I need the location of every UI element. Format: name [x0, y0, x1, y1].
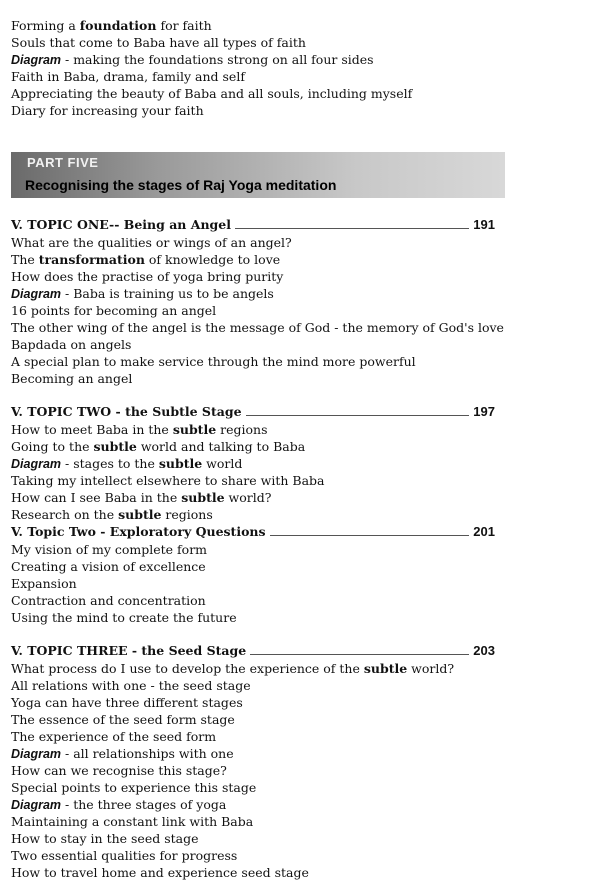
leader-line [270, 534, 470, 536]
toc-entry [11, 286, 274, 302]
entry-text: How to stay in the seed stage [11, 831, 199, 846]
entry-text: The essence of the seed form stage [11, 712, 235, 727]
toc-entry [11, 269, 283, 285]
toc-entry [11, 763, 227, 779]
entry-text: Yoga can have three different stages [11, 695, 243, 710]
entry-text: The experience of the seed form [11, 729, 217, 744]
toc-entry [11, 422, 268, 438]
entry-text: - all relationships with one [61, 746, 234, 761]
page-number: 191 [473, 217, 495, 232]
toc-entry [11, 371, 132, 387]
toc-entry [11, 661, 454, 677]
toc-entry [11, 354, 416, 370]
topic-two-heading [11, 404, 495, 420]
toc-entry [11, 729, 216, 745]
toc-entry [11, 439, 305, 455]
entry-text: How to meet Baba in the [11, 422, 173, 437]
diagram-label: Diagram [11, 747, 62, 761]
toc-entry [11, 831, 199, 847]
toc-entry [11, 780, 256, 796]
bold-term: subtle [172, 422, 217, 437]
entry-text: A special plan to make service through the mind more powerful [11, 354, 416, 369]
toc-entry [11, 814, 253, 830]
topic-three-heading [11, 643, 495, 659]
entry-text: The other wing of the angel is the message of God - the memory of God's love [11, 320, 504, 335]
toc-entry [11, 576, 77, 592]
entry-text: What process do I use to develop the experience of the [11, 661, 364, 676]
entry-text: Souls that come to Baba have all types of faith [11, 35, 306, 50]
entry-text: world and talking to Baba [136, 439, 306, 454]
entry-text: What are the qualities or wings of an angel? [11, 235, 292, 250]
entry-text: How can I see Baba in the [11, 490, 182, 505]
diagram-label: Diagram [11, 798, 62, 812]
toc-entry [11, 712, 235, 728]
entry-text: - making the foundations strong on all four sides [61, 52, 374, 67]
entry-text: Contraction and concentration [11, 593, 206, 608]
toc-entry [11, 320, 504, 336]
toc-entry [11, 456, 242, 472]
topic-title: V. TOPIC THREE - the Seed Stage [11, 643, 247, 658]
diagram-label: Diagram [11, 457, 62, 471]
toc-entry [11, 18, 212, 34]
topic-title: V. TOPIC TWO - the Subtle Stage [11, 404, 242, 419]
toc-entry [11, 865, 309, 881]
entry-text: Taking my intellect elsewhere to share with Baba [11, 473, 325, 488]
topic-two-questions-heading [11, 524, 495, 540]
entry-text: - stages to the [61, 456, 159, 471]
topic-title: V. Topic Two - Exploratory Questions [11, 524, 266, 539]
toc-entry [11, 542, 207, 558]
entry-text: Forming a [11, 18, 80, 33]
toc-entry [11, 86, 412, 102]
toc-entry [11, 678, 251, 694]
diagram-label: Diagram [11, 53, 62, 67]
entry-text: - Baba is training us to be angels [61, 286, 274, 301]
entry-text: of knowledge to love [144, 252, 281, 267]
entry-text: How to travel home and experience seed stage [11, 865, 309, 880]
entry-text: Going to the [11, 439, 94, 454]
entry-text: Special points to experience this stage [11, 780, 257, 795]
toc-entry [11, 695, 243, 711]
bold-term: foundation [79, 18, 157, 33]
entry-text: How does the practise of yoga bring purity [11, 269, 284, 284]
toc-entry [11, 103, 204, 119]
entry-text: My vision of my complete form [11, 542, 208, 557]
toc-entry [11, 52, 374, 68]
entry-text: How can we recognise this stage? [11, 763, 227, 778]
toc-entry [11, 303, 216, 319]
entry-text: Bapdada on angels [11, 337, 132, 352]
toc-entry [11, 610, 237, 626]
entry-text: Diary for increasing your faith [11, 103, 204, 118]
toc-entry [11, 252, 280, 268]
entry-text: Becoming an angel [11, 371, 133, 386]
part-title: Recognising the stages of Raj Yoga meditation [25, 177, 337, 193]
entry-text: world [202, 456, 243, 471]
part-label: PART FIVE [27, 155, 99, 170]
bold-term: subtle [118, 507, 162, 522]
toc-entry [11, 507, 213, 523]
entry-text: The [11, 252, 39, 267]
diagram-label: Diagram [11, 287, 62, 301]
toc-entry [11, 473, 325, 489]
page-number: 201 [473, 524, 495, 539]
toc-entry [11, 35, 306, 51]
toc-entry [11, 490, 271, 506]
leader-line [235, 227, 469, 229]
entry-text: 16 points for becoming an angel [11, 303, 217, 318]
leader-line [250, 653, 469, 655]
bold-term: subtle [93, 439, 137, 454]
entry-text: Expansion [11, 576, 77, 591]
bold-term: subtle [158, 456, 203, 471]
entry-text: Two essential qualities for progress [11, 848, 238, 863]
entry-text: All relations with one - the seed stage [11, 678, 251, 693]
entry-text: regions [161, 507, 213, 522]
topic-title: V. TOPIC ONE-- Being an Angel [11, 217, 231, 232]
topic-one-heading [11, 217, 495, 233]
toc-entry [11, 235, 292, 251]
entry-text: regions [216, 422, 268, 437]
entry-text: world? [224, 490, 272, 505]
page-number: 203 [473, 643, 495, 658]
toc-entry [11, 593, 206, 609]
entry-text: Faith in Baba, drama, family and self [11, 69, 245, 84]
entry-text: Appreciating the beauty of Baba and all souls, including myself [11, 86, 413, 101]
bold-term: transformation [38, 252, 145, 267]
entry-text: world? [407, 661, 455, 676]
bold-term: subtle [363, 661, 408, 676]
toc-entry [11, 797, 226, 813]
toc-entry [11, 337, 131, 353]
entry-text: for faith [156, 18, 212, 33]
page-number: 197 [473, 404, 495, 419]
part-banner [11, 152, 505, 198]
entry-text: Research on the [11, 507, 119, 522]
entry-text: Using the mind to create the future [11, 610, 237, 625]
entry-text: Creating a vision of excellence [11, 559, 206, 574]
toc-entry [11, 746, 234, 762]
entry-text: Maintaining a constant link with Baba [11, 814, 254, 829]
bold-term: subtle [181, 490, 225, 505]
toc-entry [11, 848, 237, 864]
toc-entry [11, 69, 245, 85]
leader-line [246, 414, 470, 416]
toc-entry [11, 559, 206, 575]
entry-text: - the three stages of yoga [61, 797, 227, 812]
